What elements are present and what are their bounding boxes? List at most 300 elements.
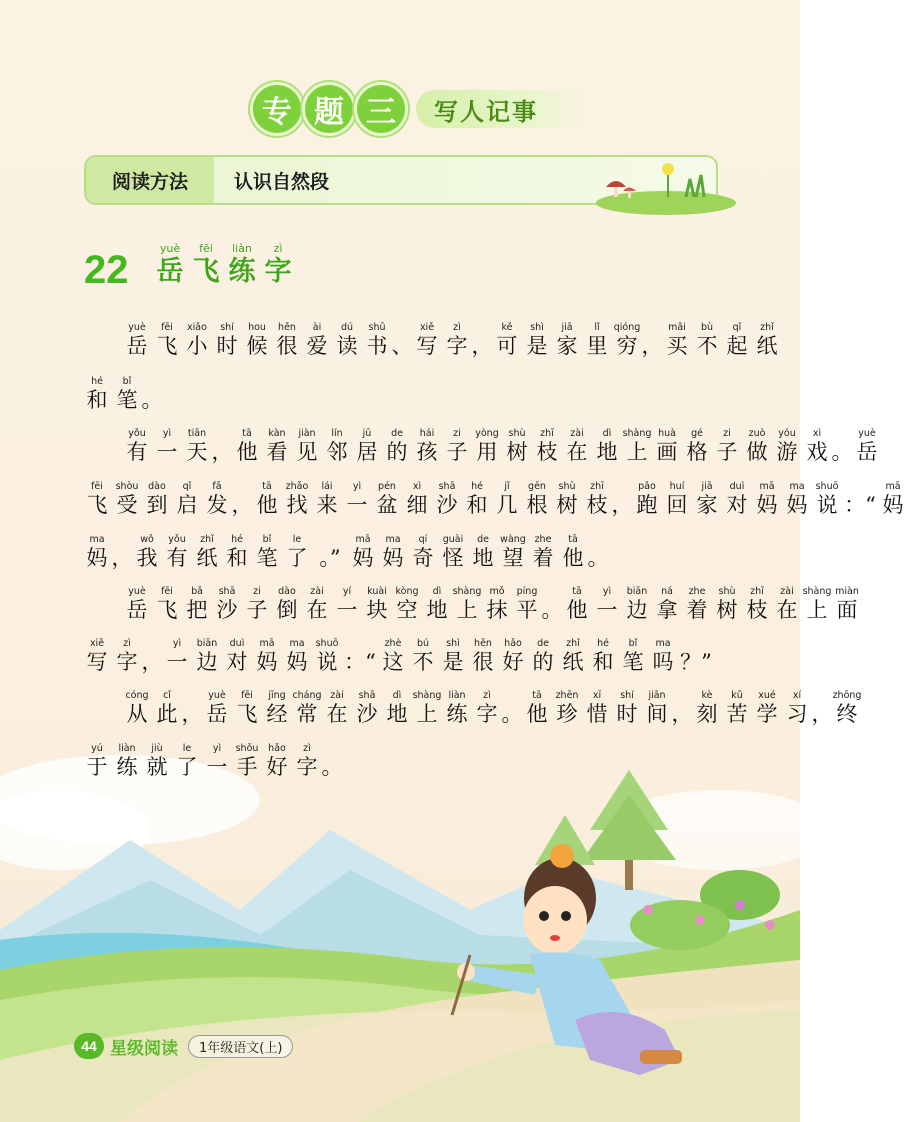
- char-with-pinyin: [692, 690, 722, 727]
- hanzi: 细: [406, 493, 428, 517]
- pinyin: hěn: [474, 638, 492, 649]
- pinyin: mǒ: [489, 586, 505, 597]
- hanzi: 一: [156, 440, 178, 464]
- pinyin: hǎo: [504, 638, 522, 649]
- char-with-pinyin: [522, 322, 552, 359]
- hanzi: 写: [416, 334, 438, 358]
- char-with-pinyin: [182, 322, 212, 359]
- char-with-pinyin: [582, 481, 612, 518]
- reading-method-label: 阅读方法: [86, 157, 214, 203]
- hanzi: 子: [246, 598, 268, 622]
- hanzi: 做: [746, 440, 768, 464]
- pinyin: qióng: [613, 322, 641, 333]
- pinyin: liàn: [118, 743, 136, 754]
- char-with-pinyin: [832, 690, 862, 727]
- pinyin: bǐ: [122, 376, 132, 387]
- hanzi: 苦: [726, 702, 748, 726]
- punctuation: [842, 481, 878, 518]
- tree-icon: [582, 770, 676, 890]
- pinyin: yuè: [858, 428, 876, 439]
- char-with-pinyin: [202, 481, 232, 518]
- char-with-pinyin: [588, 638, 618, 675]
- hanzi: 对: [226, 650, 248, 674]
- text-line: [122, 428, 882, 465]
- char-with-pinyin: [82, 638, 112, 675]
- pinyin: shǒu: [235, 743, 259, 754]
- title-char: [152, 242, 188, 289]
- char-with-pinyin: [232, 690, 262, 727]
- char-with-pinyin: [272, 586, 302, 623]
- char-with-pinyin: [322, 690, 352, 727]
- pinyin: zhe: [688, 586, 706, 597]
- pinyin: zì: [273, 242, 283, 255]
- hanzi: 我: [136, 546, 158, 570]
- hanzi: 飞: [86, 493, 108, 517]
- reading-method-bar: [84, 155, 718, 205]
- punctuation: [678, 638, 714, 675]
- hanzi: 地: [426, 598, 448, 622]
- char-with-pinyin: [472, 428, 502, 465]
- char-with-pinyin: [202, 743, 232, 780]
- hanzi: 孩: [416, 440, 438, 464]
- hanzi: 时: [216, 334, 238, 358]
- hanzi: 妈: [882, 493, 904, 517]
- pinyin: zhōng: [832, 690, 862, 701]
- char-with-pinyin: [712, 428, 742, 465]
- hanzi: 好: [502, 650, 524, 674]
- pinyin: zuò: [748, 428, 766, 439]
- hanzi: 有: [166, 546, 188, 570]
- hanzi: 很: [276, 334, 298, 358]
- punctuation: [182, 690, 202, 727]
- pinyin: jiù: [151, 743, 163, 754]
- hanzi: 和: [592, 650, 614, 674]
- pinyin: xì: [412, 481, 422, 492]
- hanzi: 地: [472, 546, 494, 570]
- hanzi: ，: [231, 493, 253, 517]
- char-with-pinyin: [522, 481, 552, 518]
- punctuation: [312, 534, 348, 571]
- punctuation: [322, 743, 342, 780]
- hanzi: 岳: [126, 334, 148, 358]
- char-with-pinyin: [582, 322, 612, 359]
- char-with-pinyin: [332, 322, 362, 359]
- hanzi: 倒: [276, 598, 298, 622]
- pinyin: bú: [416, 638, 430, 649]
- char-with-pinyin: [632, 481, 662, 518]
- pinyin: cǐ: [163, 690, 171, 701]
- pinyin: xiǎo: [187, 322, 207, 333]
- pinyin: zhī: [540, 428, 554, 439]
- hanzi: 在: [306, 598, 328, 622]
- hanzi: 珍: [556, 702, 578, 726]
- char-with-pinyin: [552, 690, 582, 727]
- title-char: [260, 242, 296, 289]
- hanzi: 平: [516, 598, 538, 622]
- pinyin: yuè: [128, 322, 146, 333]
- hanzi: 读: [336, 334, 358, 358]
- pinyin: zhǐ: [566, 638, 580, 649]
- hanzi: 边: [196, 650, 218, 674]
- hanzi: 了: [286, 546, 308, 570]
- hanzi: 就: [146, 755, 168, 779]
- pinyin: yóu: [778, 428, 796, 439]
- pinyin: shí: [620, 690, 634, 701]
- char-with-pinyin: [302, 586, 332, 623]
- hanzi: 用: [476, 440, 498, 464]
- hanzi: 是: [442, 650, 464, 674]
- char-with-pinyin: [752, 322, 782, 359]
- pinyin: mā: [885, 481, 901, 492]
- pinyin: mǎi: [668, 322, 686, 333]
- pinyin: tiān: [187, 428, 207, 439]
- char-with-pinyin: [468, 638, 498, 675]
- topic-subtitle: 写人记事: [416, 90, 588, 128]
- hanzi: 一: [166, 650, 188, 674]
- char-with-pinyin: [302, 322, 332, 359]
- char-with-pinyin: [692, 481, 722, 518]
- hanzi: 邻: [326, 440, 348, 464]
- pinyin: dú: [340, 322, 354, 333]
- hanzi: 上: [626, 440, 648, 464]
- char-with-pinyin: [112, 743, 142, 780]
- hanzi: 游: [776, 440, 798, 464]
- hanzi: 着: [686, 598, 708, 622]
- char-with-pinyin: [82, 376, 112, 413]
- pinyin: liàn: [232, 242, 252, 255]
- pinyin: ma: [89, 534, 105, 545]
- char-with-pinyin: [492, 322, 522, 359]
- hanzi: 惜: [586, 702, 608, 726]
- pinyin: shòu: [115, 481, 139, 492]
- pinyin: yì: [352, 481, 362, 492]
- char-with-pinyin: [432, 481, 462, 518]
- char-with-pinyin: [152, 586, 182, 623]
- pinyin: zài: [780, 586, 794, 597]
- char-with-pinyin: [502, 428, 532, 465]
- hanzi: 习: [786, 702, 808, 726]
- char-with-pinyin: [122, 690, 152, 727]
- pinyin: biān: [196, 638, 218, 649]
- pinyin: dì: [602, 428, 612, 439]
- hanzi: 飞: [192, 256, 220, 287]
- hanzi: 盆: [376, 493, 398, 517]
- hanzi: 见: [296, 440, 318, 464]
- char-with-pinyin: [528, 638, 558, 675]
- hanzi: 字: [296, 755, 318, 779]
- pinyin: zhǐ: [760, 322, 774, 333]
- hanzi: 来: [316, 493, 338, 517]
- char-with-pinyin: [442, 690, 472, 727]
- hanzi: 刻: [696, 702, 718, 726]
- char-with-pinyin: [438, 534, 468, 571]
- hanzi: 练: [446, 702, 468, 726]
- punctuation: [642, 322, 662, 359]
- char-with-pinyin: [152, 690, 182, 727]
- pinyin: de: [537, 638, 549, 649]
- pinyin: dào: [148, 481, 166, 492]
- hanzi: 沙: [216, 598, 238, 622]
- char-with-pinyin: [742, 586, 772, 623]
- pinyin: shì: [446, 638, 460, 649]
- pinyin: xí: [792, 690, 802, 701]
- hanzi: 抹: [486, 598, 508, 622]
- hanzi: 从: [126, 702, 148, 726]
- reading-method-text: 认识自然段: [234, 170, 330, 193]
- char-with-pinyin: [232, 428, 262, 465]
- char-with-pinyin: [312, 481, 342, 518]
- hanzi: 练: [228, 256, 256, 287]
- char-with-pinyin: [212, 586, 242, 623]
- hanzi: 在: [776, 598, 798, 622]
- hanzi: 纸: [562, 650, 584, 674]
- hanzi: 好: [266, 755, 288, 779]
- hanzi: 。”: [319, 546, 341, 570]
- hanzi: 他: [236, 440, 258, 464]
- lesson-number: 22: [84, 248, 129, 292]
- landscape-illustration: [0, 760, 800, 1122]
- pinyin: pén: [378, 481, 396, 492]
- char-with-pinyin: [682, 586, 712, 623]
- hanzi: 有: [126, 440, 148, 464]
- hanzi: 字: [476, 702, 498, 726]
- char-with-pinyin: [532, 428, 562, 465]
- pinyin: jiā: [561, 322, 573, 333]
- pinyin: liàn: [448, 690, 466, 701]
- char-with-pinyin: [292, 743, 322, 780]
- char-with-pinyin: [132, 534, 162, 571]
- pinyin: shū: [368, 322, 386, 333]
- punctuation: [588, 534, 608, 571]
- char-with-pinyin: [282, 534, 312, 571]
- hanzi: 沙: [436, 493, 458, 517]
- pinyin: hou: [248, 322, 266, 333]
- hanzi: 沙: [356, 702, 378, 726]
- char-with-pinyin: [112, 638, 142, 675]
- hanzi: 找: [286, 493, 308, 517]
- hanzi: 和: [226, 546, 248, 570]
- hanzi: 树: [506, 440, 528, 464]
- hanzi: 纸: [756, 334, 778, 358]
- pinyin: zhī: [590, 481, 604, 492]
- char-with-pinyin: [408, 534, 438, 571]
- hanzi: 家: [556, 334, 578, 358]
- pinyin: kǔ: [731, 690, 743, 701]
- brand-logo: 星级阅读: [110, 1038, 178, 1059]
- pinyin: xué: [758, 690, 776, 701]
- char-with-pinyin: [212, 322, 242, 359]
- hanzi: 练: [116, 755, 138, 779]
- hanzi: 枝: [746, 598, 768, 622]
- hanzi: 枝: [586, 493, 608, 517]
- punctuation: [542, 586, 562, 623]
- char-with-pinyin: [378, 638, 408, 675]
- hanzi: 妈: [786, 493, 808, 517]
- char-with-pinyin: [832, 586, 862, 623]
- hanzi: 一: [596, 598, 618, 622]
- punctuation: [672, 690, 692, 727]
- hanzi: 可: [496, 334, 518, 358]
- char-with-pinyin: [322, 428, 352, 465]
- pinyin: zhe: [534, 534, 552, 545]
- pinyin: ma: [789, 481, 805, 492]
- char-with-pinyin: [162, 534, 192, 571]
- pinyin: zi: [253, 586, 261, 597]
- hanzi: 回: [666, 493, 688, 517]
- char-with-pinyin: [382, 428, 412, 465]
- hanzi: 里: [586, 334, 608, 358]
- hanzi: 边: [626, 598, 648, 622]
- char-with-pinyin: [498, 534, 528, 571]
- hanzi: 是: [526, 334, 548, 358]
- char-with-pinyin: [592, 428, 622, 465]
- punctuation: [502, 690, 522, 727]
- topic-header: [250, 84, 588, 134]
- char-with-pinyin: [402, 481, 432, 518]
- char-with-pinyin: [782, 690, 812, 727]
- char-with-pinyin: [222, 534, 252, 571]
- hanzi: 不: [412, 650, 434, 674]
- pinyin: xī: [592, 690, 602, 701]
- char-with-pinyin: [412, 322, 442, 359]
- pinyin: kě: [501, 322, 513, 333]
- char-with-pinyin: [192, 638, 222, 675]
- pinyin: fēi: [199, 242, 213, 255]
- char-with-pinyin: [552, 481, 582, 518]
- hanzi: 。: [587, 546, 609, 570]
- hanzi: 时: [616, 702, 638, 726]
- hanzi: 块: [366, 598, 388, 622]
- pinyin: huà: [658, 428, 676, 439]
- pinyin: zì: [453, 322, 461, 333]
- char-with-pinyin: [112, 481, 142, 518]
- hanzi: ：“: [344, 650, 376, 674]
- pinyin: de: [391, 428, 403, 439]
- char-with-pinyin: [172, 481, 202, 518]
- text-line: [82, 743, 342, 780]
- hanzi: 的: [532, 650, 554, 674]
- char-with-pinyin: [348, 534, 378, 571]
- char-with-pinyin: [192, 534, 222, 571]
- pinyin: xiě: [89, 638, 105, 649]
- char-with-pinyin: [878, 481, 908, 518]
- hanzi: 很: [472, 650, 494, 674]
- char-with-pinyin: [722, 322, 752, 359]
- pinyin: tā: [262, 481, 272, 492]
- pinyin: pǎo: [638, 481, 656, 492]
- char-with-pinyin: [242, 322, 272, 359]
- pinyin: dì: [432, 586, 442, 597]
- hanzi: 候: [246, 334, 268, 358]
- hanzi: ，: [641, 334, 663, 358]
- hanzi: 说: [816, 493, 838, 517]
- hanzi: 奇: [412, 546, 434, 570]
- hanzi: 天: [186, 440, 208, 464]
- char-with-pinyin: [752, 690, 782, 727]
- char-with-pinyin: [462, 481, 492, 518]
- pinyin: yú: [91, 743, 103, 754]
- char-with-pinyin: [442, 428, 472, 465]
- punctuation: [112, 534, 132, 571]
- grade-label: 1年级语文(上): [188, 1035, 293, 1058]
- pinyin: yǒu: [128, 428, 146, 439]
- char-with-pinyin: [412, 428, 442, 465]
- hanzi: 地: [596, 440, 618, 464]
- char-with-pinyin: [552, 322, 582, 359]
- topic-char: 三: [354, 82, 408, 136]
- char-with-pinyin: [292, 428, 322, 465]
- hanzi: 穷: [616, 334, 638, 358]
- hanzi: 。: [141, 388, 163, 412]
- punctuation: [142, 376, 162, 413]
- text-line: [82, 481, 908, 518]
- char-with-pinyin: [622, 428, 652, 465]
- pinyin: gé: [691, 428, 703, 439]
- hanzi: 启: [176, 493, 198, 517]
- pinyin: hěn: [278, 322, 296, 333]
- hanzi: ，: [671, 702, 693, 726]
- hanzi: 学: [756, 702, 778, 726]
- pinyin: lái: [321, 481, 333, 492]
- char-with-pinyin: [162, 638, 192, 675]
- char-with-pinyin: [782, 481, 812, 518]
- hanzi: 上: [456, 598, 478, 622]
- char-with-pinyin: [592, 586, 622, 623]
- hanzi: 着: [532, 546, 554, 570]
- hanzi: 爱: [306, 334, 328, 358]
- hanzi: 飞: [156, 598, 178, 622]
- hanzi: 小: [186, 334, 208, 358]
- pinyin: tā: [568, 534, 578, 545]
- char-with-pinyin: [558, 638, 588, 675]
- hanzi: 起: [726, 334, 748, 358]
- pinyin: bǎ: [191, 586, 203, 597]
- char-with-pinyin: [722, 481, 752, 518]
- char-with-pinyin: [662, 322, 692, 359]
- pinyin: zài: [330, 690, 344, 701]
- pinyin: zhǎo: [285, 481, 309, 492]
- hanzi: 岳: [126, 598, 148, 622]
- text-line: [82, 376, 162, 413]
- hanzi: 字: [446, 334, 468, 358]
- hanzi: 几: [496, 493, 518, 517]
- hanzi: 吗: [652, 650, 674, 674]
- pinyin: píng: [516, 586, 538, 597]
- char-with-pinyin: [452, 586, 482, 623]
- char-with-pinyin: [252, 534, 282, 571]
- char-with-pinyin: [558, 534, 588, 571]
- hanzi: 常: [296, 702, 318, 726]
- punctuation: [812, 690, 832, 727]
- hanzi: 在: [566, 440, 588, 464]
- pinyin: zi: [723, 428, 731, 439]
- pinyin: shù: [558, 481, 576, 492]
- hanzi: 对: [726, 493, 748, 517]
- pinyin: ma: [385, 534, 401, 545]
- char-with-pinyin: [252, 638, 282, 675]
- pinyin: yòng: [475, 428, 499, 439]
- punctuation: [472, 322, 492, 359]
- char-with-pinyin: [468, 534, 498, 571]
- hanzi: 。: [831, 440, 853, 464]
- char-with-pinyin: [682, 428, 712, 465]
- hanzi: 笔: [256, 546, 278, 570]
- hanzi: 根: [526, 493, 548, 517]
- hanzi: 这: [382, 650, 404, 674]
- hanzi: 于: [86, 755, 108, 779]
- char-with-pinyin: [262, 690, 292, 727]
- pinyin: ma: [655, 638, 671, 649]
